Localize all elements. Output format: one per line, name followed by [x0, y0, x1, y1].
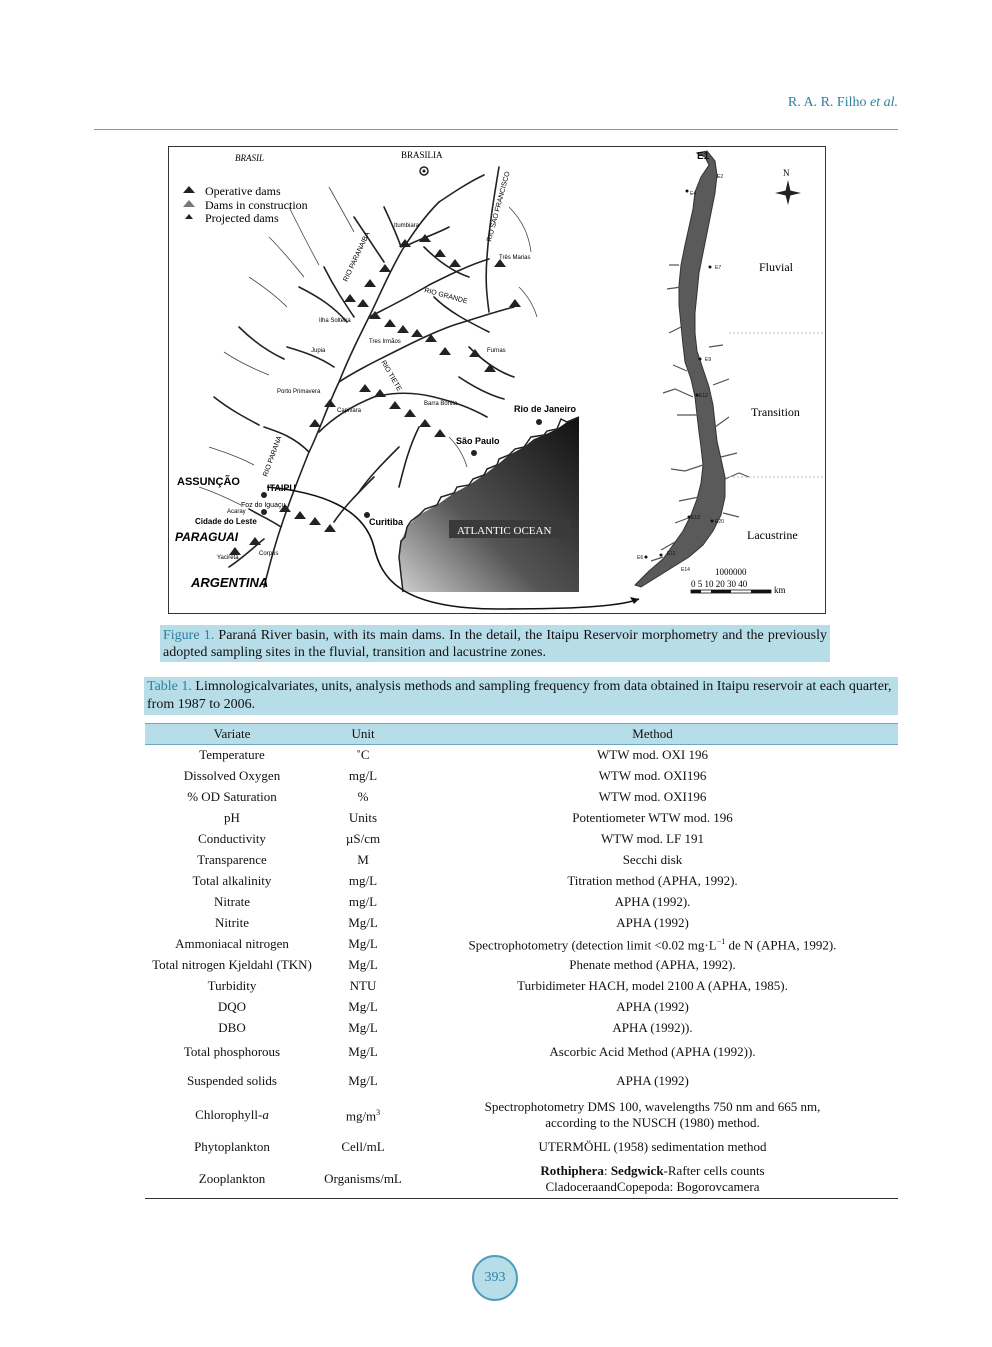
- construction-dam-icon: [183, 200, 195, 207]
- running-head: [788, 95, 898, 111]
- figure-caption-text: Paraná River basin, with its main dams. In the detail, the Itaipu Reservoir morphometry and the previously adopted sampling sites in the fluvial, transition and lacustrine zones.: [163, 628, 827, 660]
- cell-method: APHA (1992)).: [612, 1020, 693, 1035]
- cell-variate: Ammoniacal nitrogen: [175, 936, 289, 951]
- label-tres-marias: Três Marias: [499, 255, 531, 261]
- cell-method-sup: −1: [716, 937, 726, 947]
- cell-variate-italic: a: [262, 1106, 269, 1122]
- table-row: [145, 976, 898, 997]
- cell-method: Titration method (APHA, 1992).: [567, 873, 738, 888]
- label-furnas: Furnas: [487, 348, 506, 354]
- table-row: [145, 1133, 898, 1161]
- cell-unit: %: [357, 789, 369, 804]
- cell-variate: Suspended solids: [187, 1073, 277, 1088]
- table-row: [145, 787, 898, 808]
- cell-unit: µS/cm: [345, 831, 381, 846]
- cell-unit: mg/L: [348, 768, 378, 783]
- table-row: [145, 1039, 898, 1066]
- cell-method: APHA (1992).: [614, 894, 691, 909]
- figure-caption: [160, 625, 830, 662]
- header-rule: [94, 129, 898, 130]
- label-corpus: Corpus: [259, 551, 279, 557]
- cell-method: Secchi disk: [622, 852, 683, 867]
- cell-unit: Cell/mL: [341, 1138, 385, 1154]
- cell-unit: [319, 1097, 407, 1133]
- cell-method: APHA (1992): [616, 999, 689, 1014]
- label-itumbiara: Itumbiara: [394, 223, 420, 229]
- cell-method-bold-1: Rothiphera: [540, 1163, 604, 1179]
- label-itaipu: ITAIPU: [267, 483, 296, 493]
- table-row: [145, 1066, 898, 1097]
- cell-method: [407, 1097, 898, 1133]
- cell-unit: Mg/L: [348, 936, 378, 951]
- cell-method: Potentiometer WTW mod. 196: [572, 810, 733, 825]
- label-argentina: ARGENTINA: [191, 575, 269, 590]
- scale-unit: km: [774, 585, 786, 595]
- cell-variate: DQO: [217, 999, 247, 1014]
- cell-unit: Mg/L: [348, 999, 378, 1014]
- scale-ticks: 0 5 10 20 30 40: [691, 579, 748, 589]
- cell-method-rest: -Rafter cells counts: [663, 1163, 765, 1179]
- table-row: [145, 934, 898, 955]
- cell-method: Turbidimeter HACH, model 2100 A (APHA, 1985).: [517, 978, 788, 993]
- label-paraguai: PARAGUAI: [175, 530, 239, 544]
- cell-unit: M: [357, 852, 369, 867]
- cell-unit: Organisms/mL: [319, 1161, 407, 1199]
- label-barra-bonita: Barra Bonita: [424, 401, 458, 407]
- cell-variate: Conductivity: [198, 831, 266, 846]
- cell-unit: mg/L: [348, 873, 378, 888]
- header-unit: Unit: [319, 724, 407, 745]
- cell-method-line2: CladoceraandCopepoda: Bogorovcamera: [545, 1179, 760, 1195]
- table-row: [145, 745, 898, 766]
- cell-method: UTERMÖHL (1958) sedimentation method: [538, 1138, 767, 1154]
- cell-unit-sup: 3: [376, 1107, 381, 1117]
- label-rio-parana: RIO PARANA: [262, 435, 284, 478]
- station-e12: E12: [699, 393, 708, 399]
- zone-fluvial: Fluvial: [759, 260, 794, 274]
- label-cidade-do-leste: Cidade do Leste: [195, 517, 257, 526]
- cell-unit-pre: mg/m: [345, 1108, 377, 1124]
- table-row: [145, 1018, 898, 1039]
- legend-projected: Projected dams: [205, 211, 279, 225]
- cell-variate: Total alkalinity: [192, 873, 272, 888]
- cell-method-line1: Spectrophotometry DMS 100, wavelengths 750 nm and 665 nm,: [484, 1098, 821, 1114]
- limnological-table: [145, 723, 898, 1199]
- label-acaray: Acaray: [227, 509, 246, 515]
- label-sao-paulo: São Paulo: [456, 436, 500, 446]
- station-e9: E9: [705, 357, 712, 363]
- table-caption: [144, 677, 898, 715]
- cell-method: APHA (1992): [616, 1073, 689, 1088]
- projected-dam-icon: [185, 214, 193, 219]
- table-row: [145, 766, 898, 787]
- zone-lacustrine: Lacustrine: [747, 528, 798, 542]
- cell-method: [407, 1161, 898, 1199]
- label-foz-do-iguacu: Foz do Iguaçu: [241, 502, 286, 509]
- station-e1: E1: [697, 151, 710, 162]
- operative-dam-icon: [183, 186, 195, 193]
- cell-variate: Total phosphorous: [183, 1044, 281, 1059]
- cell-method: WTW mod. OXI196: [598, 768, 707, 783]
- zone-transition: Transition: [751, 405, 800, 419]
- station-e13: E13: [691, 515, 700, 521]
- label-assuncao: ASSUNÇÃO: [177, 476, 240, 488]
- legend-construction: Dams in construction: [205, 198, 308, 212]
- cell-unit: ˚C: [356, 747, 370, 763]
- cell-method: WTW mod. OXI196: [598, 789, 707, 804]
- north-label: N: [783, 168, 790, 178]
- table-row: [145, 997, 898, 1018]
- cell-variate: Nitrate: [213, 894, 251, 909]
- cell-variate: Transparence: [197, 852, 267, 867]
- page-number: 393: [472, 1255, 518, 1301]
- label-curitiba: Curitiba: [369, 517, 404, 527]
- label-rio-sao-francisco: RIO SAO FRANCISCO: [486, 170, 512, 243]
- table-row: [145, 1161, 898, 1199]
- cell-method: Ascorbic Acid Method (APHA (1992)).: [549, 1044, 756, 1059]
- station-e2: E2: [717, 174, 724, 180]
- label-rio-tiete: RIO TIETE: [379, 359, 403, 393]
- cell-method-sep: :: [603, 1163, 611, 1179]
- cell-unit: mg/L: [348, 894, 378, 909]
- station-e6: E6: [637, 555, 644, 561]
- scale-ratio: 1000000: [715, 567, 747, 577]
- cell-unit: Mg/L: [348, 1073, 378, 1088]
- table-row: [145, 808, 898, 829]
- map-svg: [169, 147, 825, 613]
- table-caption-label: Table 1.: [147, 679, 192, 694]
- table-row: [145, 850, 898, 871]
- cell-unit: Units: [348, 810, 378, 825]
- table-row: [145, 829, 898, 850]
- station-e4: E4: [690, 191, 697, 197]
- label-rio-de-janeiro: Rio de Janeiro: [514, 404, 577, 414]
- label-brasilia: BRASILIA: [401, 150, 443, 160]
- cell-variate: pH: [224, 810, 240, 825]
- cell-method: APHA (1992): [616, 915, 689, 930]
- cell-method-pre: Spectrophotometry (detection limit <0.02 mg·L: [468, 937, 717, 953]
- figure-1-map: [168, 146, 826, 614]
- label-yacireta: Yacireta: [217, 555, 239, 561]
- label-jupia: Jupia: [311, 348, 326, 354]
- cell-method-bold-2: Sedgwick: [610, 1163, 664, 1179]
- station-e20: E20: [715, 519, 724, 525]
- running-head-etal: et al.: [870, 95, 898, 110]
- cell-unit: NTU: [349, 978, 377, 993]
- label-rio-grande: RIO GRANDE: [423, 287, 469, 306]
- cell-variate: [145, 1097, 319, 1133]
- cell-unit: Mg/L: [348, 1044, 378, 1059]
- table-row: [145, 892, 898, 913]
- label-tres-irmaos: Tres Irmãos: [369, 339, 401, 345]
- station-e14: E14: [681, 567, 690, 573]
- cell-method-line2: according to the NUSCH (1980) method.: [545, 1114, 760, 1130]
- running-head-author: R. A. R. Filho: [787, 95, 867, 110]
- cell-variate: Phytoplankton: [194, 1138, 270, 1154]
- cell-variate: Temperature: [199, 747, 265, 763]
- header-variate: Variate: [145, 724, 319, 745]
- cell-variate: Nitrite: [215, 915, 249, 930]
- cell-variate: DBO: [218, 1020, 246, 1035]
- cell-method: [407, 934, 898, 955]
- scale-bar: [691, 567, 786, 595]
- table-row: [145, 955, 898, 976]
- label-brasil: BRASIL: [235, 153, 264, 163]
- cell-variate: Zooplankton: [145, 1161, 319, 1199]
- table-row: [145, 1097, 898, 1133]
- cell-method: Phenate method (APHA, 1992).: [569, 957, 736, 972]
- cell-variate: Turbidity: [207, 978, 257, 993]
- cell-unit: Mg/L: [348, 915, 378, 930]
- cell-method: WTW mod. OXI 196: [597, 747, 708, 763]
- table-caption-text: Limnologicalvariates, units, analysis methods and sampling frequency from data obtained in Itaipu reservoir at each quarter, from 1987 to 2006.: [147, 679, 892, 712]
- cell-variate-pre: Chlorophyll-: [195, 1106, 263, 1122]
- cell-method-post: de N (APHA, 1992).: [725, 937, 837, 953]
- cell-variate: Total nitrogen Kjeldahl (TKN): [152, 957, 312, 972]
- label-atlantic-ocean: ATLANTIC OCEAN: [457, 525, 552, 537]
- figure-caption-label: Figure 1.: [163, 628, 215, 643]
- north-arrow-icon: [775, 168, 801, 205]
- legend-operative: Operative dams: [205, 184, 281, 198]
- header-method: Method: [407, 724, 898, 745]
- cell-unit: Mg/L: [348, 957, 378, 972]
- station-e7: E7: [715, 265, 722, 271]
- cell-unit: Mg/L: [348, 1020, 378, 1035]
- table-row: [145, 871, 898, 892]
- label-capivara: Capivara: [337, 408, 362, 414]
- label-ilha-solteira: Ilha Solteira: [319, 318, 351, 324]
- cell-variate: Dissolved Oxygen: [183, 768, 281, 783]
- table-row: [145, 913, 898, 934]
- label-rio-paranaiba: RIO PARANAIBA: [342, 230, 372, 283]
- cell-method: WTW mod. LF 191: [600, 831, 705, 846]
- label-porto-primavera: Porto Primavera: [277, 389, 321, 395]
- cell-variate: % OD Saturation: [187, 789, 277, 804]
- station-e11: E11: [667, 551, 676, 557]
